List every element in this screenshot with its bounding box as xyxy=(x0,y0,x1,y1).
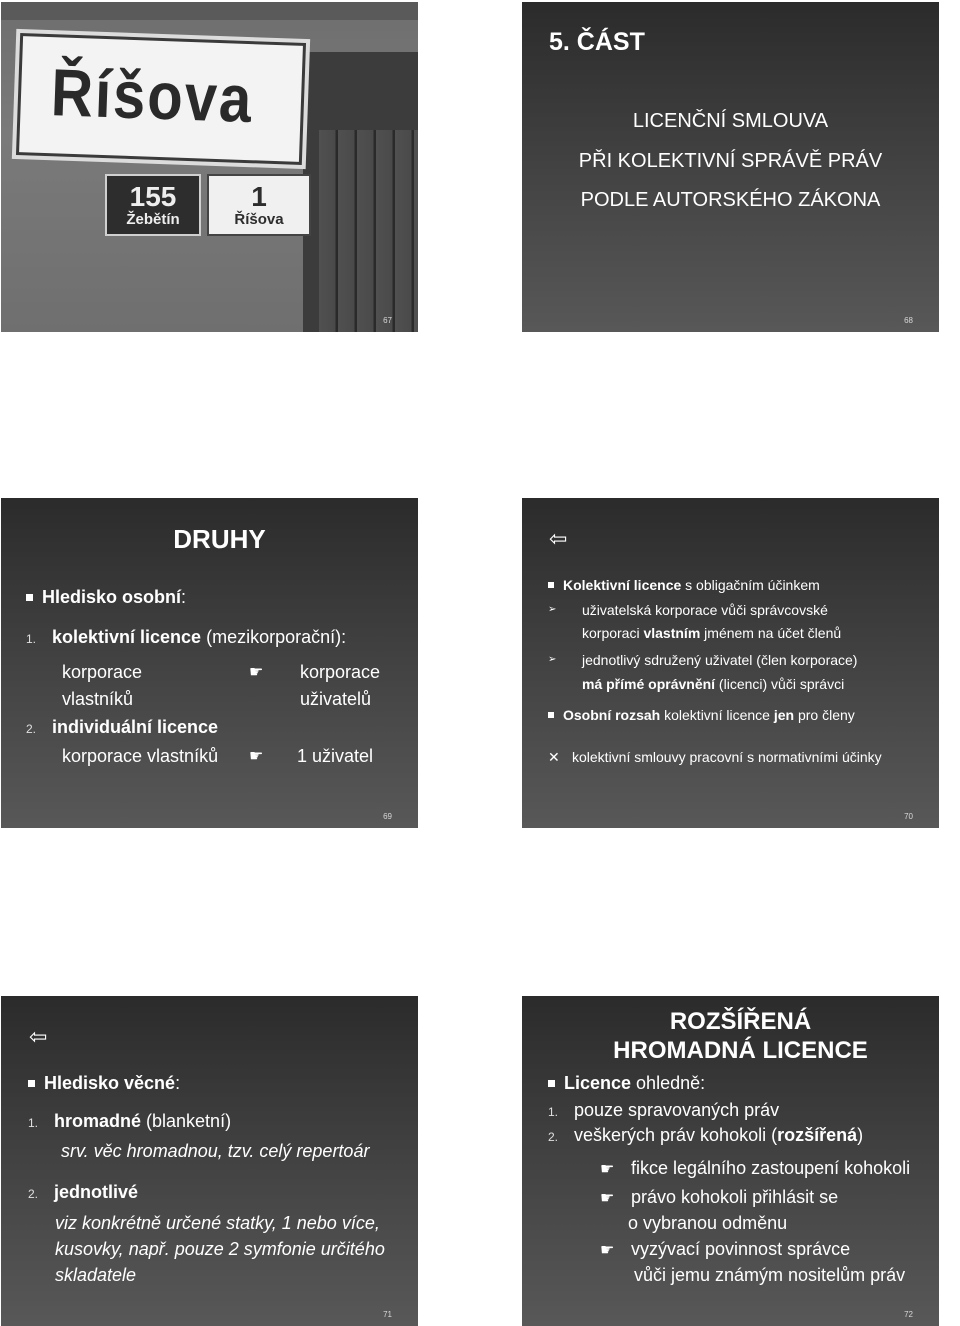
contrast-item xyxy=(548,749,882,766)
bullet-icon xyxy=(548,712,554,718)
users-label-a: korporace xyxy=(300,662,381,682)
list-item-2 xyxy=(28,1182,138,1203)
back-arrow-icon[interactable]: ⇦ xyxy=(29,1024,48,1049)
house-number-sign-dark xyxy=(105,174,201,236)
text: kolektivní licence xyxy=(660,707,774,723)
slide-68 xyxy=(522,2,939,332)
sub-item-2-line-1: jednotlivý sdružený uživatel (člen korporace) xyxy=(582,652,858,668)
users-label-b: uživatelů xyxy=(300,689,372,709)
text: (blanketní) xyxy=(141,1111,232,1131)
slide-number: 68 xyxy=(904,316,913,325)
slide-number: 72 xyxy=(904,1310,913,1319)
list-item-2-desc-3: skladatele xyxy=(55,1265,137,1285)
sub-bullet-icon: ➢ xyxy=(548,654,557,665)
back-arrow-icon[interactable]: ⇦ xyxy=(549,526,568,551)
house-number: 155 xyxy=(129,181,177,213)
point-2-line-2: o vybranou odměnu xyxy=(628,1213,788,1233)
bold-text: rozšířená xyxy=(777,1125,858,1145)
individual-owners-label: korporace vlastníků xyxy=(62,746,219,766)
list-item-1 xyxy=(28,1111,231,1132)
text: jménem na účet členů xyxy=(700,625,842,641)
sub-item-2-line-2 xyxy=(582,676,844,692)
list-number: 1. xyxy=(28,1116,39,1130)
wooden-door xyxy=(319,130,418,332)
bullet-icon xyxy=(548,582,554,588)
text: pro členy xyxy=(794,707,855,723)
colon: : xyxy=(175,1073,181,1093)
house-place: Říšova xyxy=(234,210,284,228)
text: veškerých práv kohokoli ( xyxy=(574,1125,778,1145)
criterion-label: Hledisko osobní xyxy=(42,587,182,607)
owners-label-b: vlastníků xyxy=(62,689,134,709)
pointing-hand-icon: ☛ xyxy=(600,1190,615,1207)
cross-icon: ✕ xyxy=(548,749,560,765)
bold-text: jen xyxy=(773,707,795,723)
bold-text: má přímé oprávnění xyxy=(582,676,716,692)
slide-71 xyxy=(1,996,418,1326)
part-heading: 5. ČÁST xyxy=(549,28,645,56)
house-place: Žebětín xyxy=(126,210,180,228)
point-1: fikce legálního zastoupení kohokoli xyxy=(631,1158,911,1178)
bullet-licence xyxy=(548,1073,705,1094)
slide-67 xyxy=(1,2,418,332)
list-item-1 xyxy=(548,1100,779,1121)
pointing-hand-icon: ☛ xyxy=(600,1242,615,1259)
bullet-icon xyxy=(26,594,33,601)
slide-number: 70 xyxy=(904,812,913,821)
slide-title-line-1: ROZŠÍŘENÁ xyxy=(669,1008,812,1035)
list-item-2-desc-2: kusovky, např. pouze 2 symfonie určitého xyxy=(55,1239,385,1259)
owners-label-a: korporace xyxy=(62,662,143,682)
house-number-sign-light xyxy=(207,174,311,236)
bullet-icon xyxy=(548,1080,555,1087)
slide-number: 71 xyxy=(383,1310,392,1319)
list-item-bold: kolektivní licence xyxy=(52,627,202,647)
slide-72 xyxy=(522,996,939,1326)
text: (licenci) vůči správci xyxy=(715,676,845,692)
subtitle-line-2: PŘI KOLEKTIVNÍ SPRÁVĚ PRÁV xyxy=(578,150,883,172)
pointing-hand-icon: ☛ xyxy=(249,664,264,681)
single-user-label: 1 uživatel xyxy=(297,746,374,766)
colon: : xyxy=(181,587,187,607)
text: kolektivní smlouvy pracovní s normativními účinky xyxy=(572,749,882,765)
pointing-hand-icon: ☛ xyxy=(249,748,264,765)
bold-text: hromadné xyxy=(54,1111,142,1131)
slide-title: DRUHY xyxy=(173,524,266,554)
bold-text: Licence xyxy=(564,1073,632,1093)
slide-number: 67 xyxy=(383,316,392,325)
bold-text: Osobní rozsah xyxy=(563,707,661,723)
list-item-rest: (mezikorporační): xyxy=(201,627,347,647)
slide-title-line-2: HROMADNÁ LICENCE xyxy=(613,1037,868,1064)
subtitle-line-3: PODLE AUTORSKÉHO ZÁKONA xyxy=(580,189,881,211)
list-number: 1. xyxy=(548,1105,559,1119)
street-name-sign xyxy=(16,33,306,165)
wall-top-edge xyxy=(1,2,418,20)
subtitle-line-1: LICENČNÍ SMLOUVA xyxy=(632,110,829,132)
point-2-line-1: právo kohokoli přihlásit se xyxy=(631,1187,839,1207)
sub-bullet-icon: ➢ xyxy=(548,604,557,615)
point-3-line-2: vůči jemu známým nositelům práv xyxy=(634,1265,906,1285)
list-item-2 xyxy=(548,1125,863,1146)
list-number: 2. xyxy=(26,722,37,736)
slide-number: 69 xyxy=(383,812,392,821)
bullet-collective-licence xyxy=(548,577,820,593)
point-3-line-1: vyzývací povinnost správce xyxy=(631,1239,851,1259)
bold-text: Kolektivní licence xyxy=(563,577,682,593)
criterion-heading xyxy=(28,1073,180,1094)
house-number: 1 xyxy=(251,181,267,213)
list-item-1-desc: srv. věc hromadnou, tzv. celý repertoár xyxy=(61,1141,370,1161)
criterion-heading xyxy=(26,587,186,608)
text: pouze spravovaných práv xyxy=(574,1100,780,1120)
slide-69 xyxy=(1,498,418,828)
list-item-1 xyxy=(26,627,346,648)
list-number: 1. xyxy=(26,632,37,646)
bold-text: jednotlivé xyxy=(54,1182,139,1202)
list-number: 2. xyxy=(548,1130,559,1144)
sub-item-1-line-1: uživatelská korporace vůči správcovské xyxy=(582,602,828,618)
list-item-2 xyxy=(26,717,218,738)
text: ) xyxy=(857,1125,864,1145)
list-number: 2. xyxy=(28,1187,39,1201)
bullet-personal-scope xyxy=(548,707,855,723)
bold-text: Hledisko věcné xyxy=(44,1073,176,1093)
street-name-text: Říšova xyxy=(49,55,255,138)
list-item-bold: individuální licence xyxy=(52,717,219,737)
text: korporaci xyxy=(582,625,644,641)
slide-70 xyxy=(522,498,939,828)
bullet-icon xyxy=(28,1080,35,1087)
text: s obligačním účinkem xyxy=(681,577,820,593)
sub-item-1-line-2 xyxy=(582,625,841,641)
bold-text: vlastním xyxy=(643,625,701,641)
pointing-hand-icon: ☛ xyxy=(600,1161,615,1178)
text: ohledně: xyxy=(631,1073,706,1093)
list-item-2-desc-1: viz konkrétně určené statky, 1 nebo více, xyxy=(55,1213,380,1233)
